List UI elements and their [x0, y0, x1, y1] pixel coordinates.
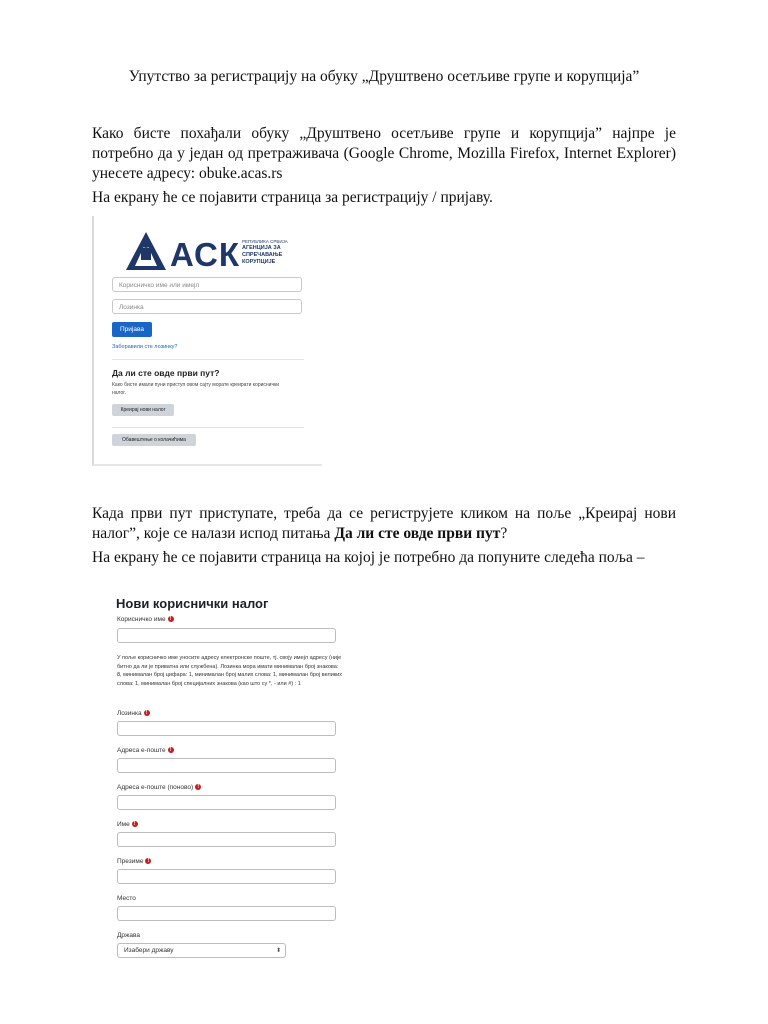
ack-emblem-icon	[124, 230, 168, 272]
city-field[interactable]	[117, 906, 336, 921]
first-time-heading: Да ли сте овде први пут?	[112, 368, 220, 378]
password-label-text: Лозинка	[117, 710, 142, 717]
required-icon: !	[168, 747, 174, 753]
first-time-text: Како бисте имали пуни приступ овом сајту морате креирати кориснички налог.	[112, 382, 280, 396]
document-title: Упутство за регистрацију на обуку „Друштвено осетљиве групе и корупција”	[128, 68, 640, 85]
logo-subtitle	[242, 238, 312, 266]
create-account-button[interactable]: Креирај нови налог	[112, 404, 174, 416]
required-icon: !	[145, 858, 151, 864]
required-icon: !	[195, 784, 201, 790]
logo-line-2: СПРЕЧАВАЊЕ	[242, 252, 283, 258]
email-again-field[interactable]	[117, 795, 336, 810]
registration-screenshot	[110, 588, 350, 962]
password-input[interactable]: Лозинка	[112, 299, 302, 314]
username-label-text: Корисничко име	[117, 616, 166, 623]
city-label: Место	[117, 895, 136, 902]
firstname-field[interactable]	[117, 832, 336, 847]
cookie-notice-button[interactable]: Обавештење о колачићима	[112, 434, 196, 446]
ack-logo	[124, 230, 304, 274]
username-label	[117, 616, 174, 623]
country-select[interactable]	[117, 943, 286, 958]
username-input[interactable]: Корисничко име или имејл	[112, 277, 302, 292]
firstname-label	[117, 821, 138, 828]
register-instruction-end: ?	[500, 525, 508, 542]
email-label	[117, 747, 174, 754]
required-icon: !	[168, 616, 174, 622]
login-page-note: На екрану ће се појавити страница за регистрацију / пријаву.	[92, 189, 493, 206]
fields-instruction: На екрану ће се појавити страница на којој је потребно да попуните следећа поља –	[92, 549, 645, 566]
select-arrows-icon: ⬍	[276, 948, 282, 954]
username-help-text: У поље корисничко име уносите адресу електронске поште, тј. своју имејл адресу (није битно да ли је приватна или службена). Лозинка мора имати минималан број знакова: 8, минималан број цифара: 1, минималан број малих слова: 1, минималан број великих слова: 1, минималан број специјалних знакова (као што су *, - или #) : 1	[117, 655, 342, 687]
registration-title: Нови кориснички налог	[116, 596, 269, 611]
password-label	[117, 710, 150, 717]
required-icon: !	[132, 821, 138, 827]
register-instruction-text: Када први пут приступате, треба да се региструјете кликом на поље „Креирај нови налог”, које се налази испод питања	[92, 505, 676, 542]
country-select-value: Изабери државу	[124, 947, 174, 954]
password-field[interactable]	[117, 721, 336, 736]
logo-republic: РЕПУБЛИКА СРБИЈА	[242, 239, 288, 244]
username-field[interactable]	[117, 628, 336, 643]
required-icon: !	[144, 710, 150, 716]
logo-text: АСК	[170, 236, 240, 273]
lastname-label	[117, 858, 151, 865]
logo-line-3: КОРУПЦИЈЕ	[242, 259, 276, 265]
first-time-question: Да ли сте овде први пут	[334, 525, 501, 542]
intro-paragraph: Како бисте похађали обуку „Друштвено осетљиве групе и корупција” најпре је потребно да у један од претраживача (Google Chrome, Mozilla Firefox, Internet Explorer) унесете адресу: obuke.acas.rs	[92, 125, 676, 182]
email-again-label	[117, 784, 201, 791]
firstname-label-text: Име	[117, 821, 130, 828]
divider	[112, 359, 304, 360]
forgot-password-link[interactable]: Заборавили сте лозинку?	[112, 344, 178, 350]
email-label-text: Адреса е-поште	[117, 747, 166, 754]
login-screenshot	[92, 216, 322, 466]
lastname-field[interactable]	[117, 869, 336, 884]
email-again-label-text: Адреса е-поште (поново)	[117, 784, 194, 791]
logo-line-1: АГЕНЦИЈА ЗА	[242, 245, 281, 251]
lastname-label-text: Презиме	[117, 858, 144, 865]
register-instruction	[92, 504, 676, 544]
login-button[interactable]: Пријава	[112, 322, 152, 337]
country-label: Држава	[117, 932, 140, 939]
divider	[112, 427, 304, 428]
email-field[interactable]	[117, 758, 336, 773]
